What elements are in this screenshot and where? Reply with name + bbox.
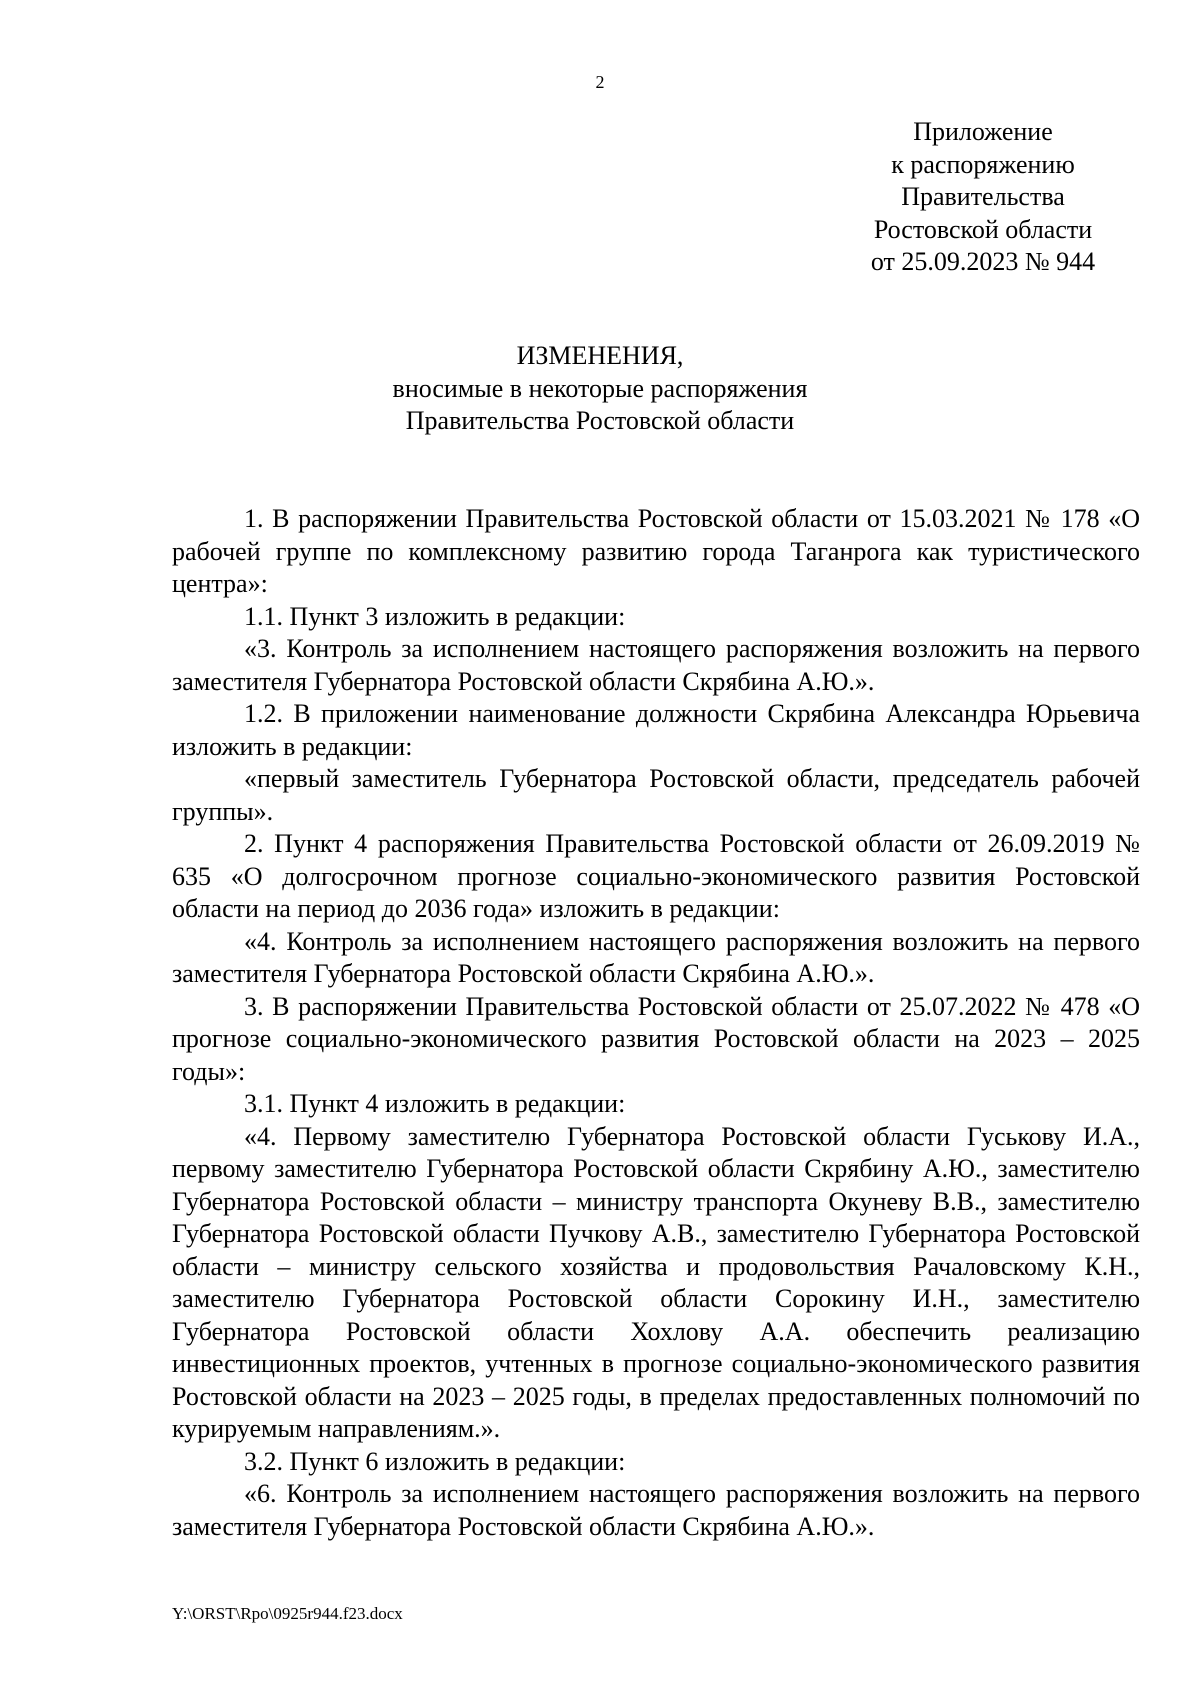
paragraph: 1.2. В приложении наименование должности Скрябина Александра Юрьевича изложить в редакции: xyxy=(172,699,1140,761)
paragraph: «3. Контроль за исполнением настоящего распоряжения возложить на первого заместителя Губернатора Ростовской области Скрябина А.Ю.». xyxy=(172,634,1140,696)
file-path-footer: Y:\ORST\Rpo\0925r944.f23.docx xyxy=(172,1604,403,1623)
paragraph: «6. Контроль за исполнением настоящего распоряжения возложить на первого заместителя Губернатора Ростовской области Скрябина А.Ю.». xyxy=(172,1479,1140,1541)
paragraph: 1.1. Пункт 3 изложить в редакции: xyxy=(244,601,626,631)
paragraph: 2. Пункт 4 распоряжения Правительства Ростовской области от 26.09.2019 № 635 «О долгосрочном прогнозе социально-экономического развития Ростовской области на период до 2036 года» изложить в редакции: xyxy=(172,829,1140,923)
title-heading: ИЗМЕНЕНИЯ, xyxy=(516,341,684,370)
paragraph: 1. В распоряжении Правительства Ростовской области от 15.03.2021 № 178 «О рабочей группе по комплексному развитию города Таганрога как туристического центра»: xyxy=(172,504,1140,598)
appendix-line: Ростовской области xyxy=(873,214,1093,244)
title-subtitle: вносимые в некоторые распоряжения xyxy=(392,373,808,403)
paragraph: 3.1. Пункт 4 изложить в редакции: xyxy=(244,1089,626,1118)
appendix-line: Приложение xyxy=(913,117,1053,146)
appendix-block xyxy=(838,116,1128,279)
paragraph: «4. Первому заместителю Губернатора Ростовской области Гуськову И.А., первому заместителю Губернатора Ростовской области Скрябину А.Ю., заместителю Губернатора Ростовской области – министру транспорта Окуневу В.В., заместителю Губернатора Ростовской области Пучкову А.В., заместителю Губернатора Ростовской области – министру сельского хозяйства и продовольствия Рачаловскому К.Н., заместителю Губернатора Ростовской области Сорокину И.Н., заместителю Губернатора Ростовской области Хохлову А.А. обеспечить реализацию инвестиционных проектов, учтенных в прогнозе социально-экономического развития Ростовской области на 2023 – 2025 годы, в пределах предоставленных полномочий по курируемым направлениям.». xyxy=(172,1121,1140,1443)
paragraph: «4. Контроль за исполнением настоящего распоряжения возложить на первого заместителя Губернатора Ростовской области Скрябина А.Ю.». xyxy=(172,926,1140,988)
title-subtitle: Правительства Ростовской области xyxy=(405,406,795,435)
appendix-line: Правительства xyxy=(901,182,1065,211)
paragraph: 3.2. Пункт 6 изложить в редакции: xyxy=(244,1446,626,1476)
document-title xyxy=(0,340,1200,438)
page-number: 2 xyxy=(595,72,605,92)
paragraph: «первый заместитель Губернатора Ростовской области, председатель рабочей группы». xyxy=(172,764,1140,826)
document-body xyxy=(172,503,1140,1543)
appendix-line: к распоряжению xyxy=(891,149,1075,179)
paragraph: 3. В распоряжении Правительства Ростовской области от 25.07.2022 № 478 «О прогнозе социально-экономического развития Ростовской области на 2023 – 2025 годы»: xyxy=(172,991,1140,1086)
appendix-line: от 25.09.2023 № 944 xyxy=(870,247,1096,276)
